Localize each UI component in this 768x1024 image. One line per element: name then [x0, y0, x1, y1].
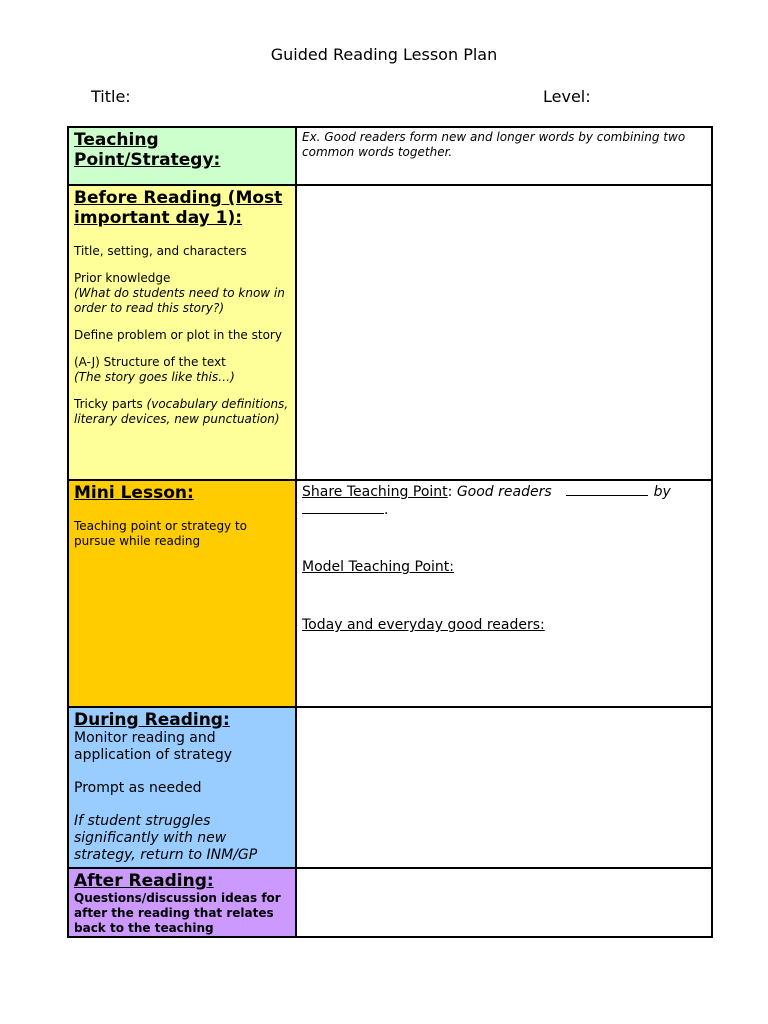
during-reading-heading: During Reading:	[74, 710, 230, 730]
today-everyday-good-readers: Today and everyday good readers:	[302, 617, 545, 633]
share-good-readers: Good readers	[456, 484, 552, 500]
document-title: Guided Reading Lesson Plan	[270, 45, 498, 64]
before-item-define-problem: Define problem or plot in the story	[74, 328, 282, 342]
before-item-prior-knowledge-note: (What do students need to know in order to read this story?)	[74, 286, 285, 315]
teaching-point-heading: Teaching Point/Strategy:	[74, 130, 221, 170]
teaching-point-header-cell	[68, 127, 296, 185]
share-teaching-point	[302, 483, 706, 519]
share-teaching-point-label: Share Teaching Point	[302, 484, 448, 500]
before-item-prior-knowledge: Prior knowledge	[74, 271, 171, 285]
share-colon: :	[447, 484, 457, 500]
before-reading-row	[68, 185, 712, 480]
after-reading-description: Questions/discussion ideas for after the reading that relates back to the teaching	[74, 891, 281, 935]
mini-lesson-description: Teaching point or strategy to pursue while reading	[74, 519, 248, 548]
before-reading-header-cell	[68, 185, 296, 480]
title-label: Title:	[91, 87, 131, 106]
after-reading-header-cell	[68, 868, 296, 937]
teaching-point-content-cell[interactable]	[296, 127, 712, 185]
tricky-parts-label: Tricky parts	[74, 397, 147, 411]
mini-lesson-row	[68, 480, 712, 707]
during-reading-header-cell	[68, 707, 296, 868]
after-reading-row	[68, 868, 712, 937]
level-label: Level:	[543, 87, 591, 106]
share-blank-1[interactable]	[566, 483, 648, 496]
share-end: .	[384, 502, 389, 518]
mini-lesson-header-cell	[68, 480, 296, 707]
mini-lesson-heading: Mini Lesson:	[74, 483, 194, 503]
during-reading-content-cell[interactable]	[296, 707, 712, 868]
share-by: by	[653, 484, 671, 500]
before-reading-heading: Before Reading (Most important day 1):	[74, 188, 283, 228]
after-reading-content-cell[interactable]	[296, 868, 712, 937]
teaching-point-example: Ex. Good readers form new and longer words by combining two common words together.	[302, 130, 686, 159]
before-item-title-setting: Title, setting, and characters	[74, 244, 247, 258]
during-item-monitor: Monitor reading and application of strategy	[74, 730, 233, 763]
during-item-struggles: If student struggles significantly with new strategy, return to INM/GP	[74, 813, 258, 863]
before-item-structure-note: (The story goes like this…)	[74, 370, 235, 384]
teaching-point-row	[68, 127, 712, 185]
model-teaching-point: Model Teaching Point:	[302, 559, 454, 575]
tricky-parts-note: (vocabulary definitions, literary devices, new punctuation)	[74, 397, 289, 426]
during-reading-row	[68, 707, 712, 868]
share-blank-2[interactable]	[302, 501, 384, 514]
before-item-tricky-parts	[74, 397, 290, 427]
during-item-prompt: Prompt as needed	[74, 780, 202, 796]
lesson-plan-table	[67, 126, 713, 938]
before-item-structure: (A-J) Structure of the text	[74, 355, 226, 369]
mini-lesson-content-cell[interactable]	[296, 480, 712, 707]
after-reading-heading: After Reading:	[74, 871, 214, 891]
before-reading-content-cell[interactable]	[296, 185, 712, 480]
